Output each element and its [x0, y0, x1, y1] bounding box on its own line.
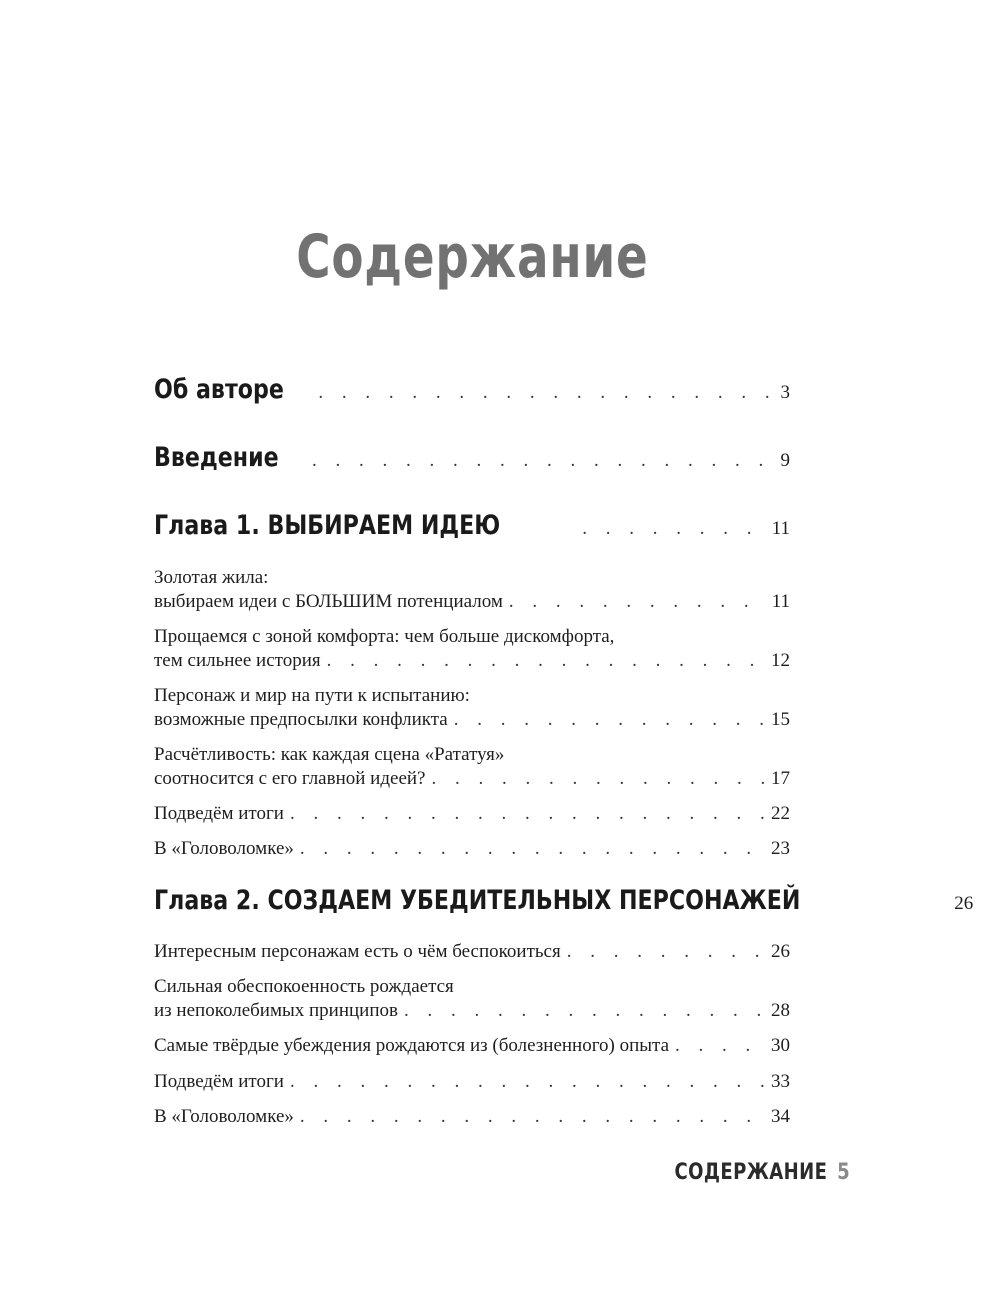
toc-subentry-line1: Персонаж и мир на пути к испытанию:: [154, 685, 470, 706]
toc-subentry-line2: соотносится с его главной идеей?: [154, 768, 426, 789]
toc-subentry-line2: тем сильнее история: [154, 650, 321, 671]
dot-leader: [509, 590, 766, 614]
toc-subentry-line2: выбираем идеи с БОЛЬШИМ потенциалом: [154, 591, 503, 612]
toc-subentry-label: В «Головоломке»: [154, 1106, 294, 1127]
toc-subentry-line2: возможные предпосылки конфликта: [154, 709, 448, 730]
toc-subentry-line1: Расчётливость: как каждая сцена «Рататуя»: [154, 744, 505, 765]
toc-page-number: 26: [954, 893, 974, 914]
toc-heading-label: Введение: [154, 442, 279, 473]
footer-page-number: 5: [837, 1160, 850, 1185]
dot-leader: [675, 1034, 765, 1058]
toc-heading-label: Об авторе: [154, 374, 284, 405]
dot-leader: [312, 450, 775, 472]
toc-subentry-label: Подведём итоги: [154, 1071, 284, 1092]
toc-page-number: 23: [771, 838, 790, 859]
dot-leader: [567, 940, 765, 964]
toc-heading-label: Глава 1. ВЫБИРАЕМ ИДЕЮ: [154, 510, 501, 541]
toc-page-number: 26: [771, 941, 790, 962]
page-title: Содержание: [296, 222, 649, 292]
toc-entry-intro[interactable]: [154, 442, 790, 473]
toc-subentry-line2: из непоколебимых принципов: [154, 1000, 398, 1021]
toc-subentry-line1: Прощаемся с зоной комфорта: чем больше дискомфорта,: [154, 626, 615, 647]
dot-leader: [300, 837, 765, 861]
toc-subentry-label: Самые твёрдые убеждения рождаются из (болезненного) опыта: [154, 1035, 670, 1056]
dot-leader: [404, 999, 765, 1023]
toc-subentry-label: Интересным персонажам есть о чём беспокоиться: [154, 941, 561, 962]
dot-leader: [454, 708, 765, 732]
toc-subentry[interactable]: [154, 1105, 790, 1129]
toc-page-number: 12: [771, 650, 790, 671]
footer-section-label: СОДЕРЖАНИЕ: [674, 1160, 828, 1185]
toc-subentry[interactable]: [154, 1034, 790, 1058]
toc-entry-chapter-2[interactable]: [154, 885, 974, 916]
dot-leader: [318, 382, 774, 404]
toc-subentry[interactable]: [154, 802, 790, 826]
toc-subentry-label: Подведём итоги: [154, 803, 284, 824]
toc-page-number: 15: [771, 709, 790, 730]
toc-subentry-line1: Сильная обеспокоенность рождается: [154, 976, 454, 997]
toc-page-number: 33: [771, 1071, 790, 1092]
dot-leader: [582, 518, 765, 540]
toc-subentry[interactable]: [154, 940, 790, 964]
toc-page-number: 3: [780, 382, 790, 403]
toc-subentry-label: В «Головоломке»: [154, 838, 294, 859]
toc-page-number: 17: [771, 768, 790, 789]
running-footer: [675, 1160, 850, 1185]
dot-leader: [290, 1070, 765, 1094]
toc-page-number: 11: [771, 591, 790, 612]
toc-entry-chapter-1[interactable]: [154, 510, 790, 541]
toc-subentry[interactable]: [154, 1070, 790, 1094]
toc-page-number: 22: [771, 803, 790, 824]
dot-leader: [431, 767, 765, 791]
toc-page-number: 11: [771, 518, 790, 539]
dot-leader: [300, 1105, 765, 1129]
toc-subentry-line1: Золотая жила:: [154, 567, 269, 588]
dot-leader: [290, 802, 765, 826]
toc-entry-about[interactable]: [154, 374, 790, 405]
toc-page-number: 34: [771, 1106, 790, 1127]
toc-heading-label: Глава 2. СОЗДАЕМ УБЕДИТЕЛЬНЫХ ПЕРСОНАЖЕЙ: [154, 885, 801, 916]
toc-page-number: 30: [771, 1035, 790, 1056]
toc-subentry[interactable]: [154, 837, 790, 861]
dot-leader: [327, 649, 765, 673]
toc-page-number: 9: [780, 450, 790, 471]
toc-page-number: 28: [771, 1000, 790, 1021]
